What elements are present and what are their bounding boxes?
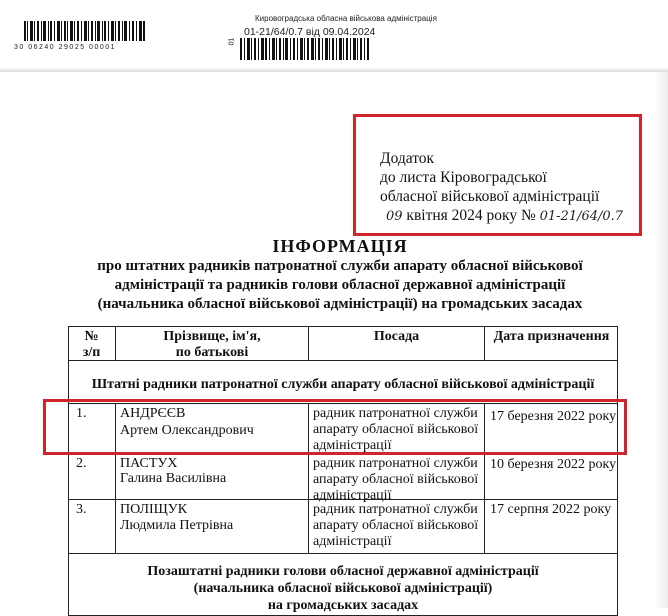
row-2-num: 2. [76,456,87,471]
row-2-position-line-1: радник патронатної служби [313,456,478,471]
section-2-line-3: на громадських засадах [267,598,419,613]
registration-org: Кировоградська обласна військова адміністрація [255,14,437,23]
annex-date-handwritten: 09 [386,209,403,224]
document-title: ІНФОРМАЦІЯ [272,236,408,256]
highlight-annex [353,114,642,236]
annex-line-1: Додаток [380,150,435,167]
row-3-name: Людмила Петрівна [120,518,234,533]
registration-number: 01-21/64/0.7 від 09.04.2024 [244,26,376,38]
annex-date-printed: квітня 2024 року № [406,207,536,224]
row-1-surname: АНДРЄЄВ [120,406,186,421]
highlight-row-1 [43,399,627,455]
row-3-position [313,502,478,550]
row-2-position-line-3: адміністрації [313,488,392,503]
section-freelance-advisors [70,563,616,614]
table-rule [68,553,618,554]
header-num-line-1: № [84,329,99,344]
section-staff-advisors: Штатні радники патронатної служби апарату обласної військової адміністрації [91,377,595,392]
header-num [68,329,115,361]
registration-side-label: 01 [228,37,236,46]
annex-line-3: обласної військової адміністрації [380,188,600,205]
barcode-left-number: 30 06240 29025 00001 [14,44,117,51]
row-1-position-line-3: адміністрації [313,438,392,453]
row-3-position-line-2: апарату обласної військової [313,518,479,533]
header-date: Дата призначення [493,329,610,344]
page-scan-edge [0,68,668,72]
header-name [116,329,308,361]
row-2-position-line-2: апарату обласної військової [313,472,479,487]
row-3-position-line-3: адміністрації [313,534,392,549]
header-name-line-2: по батькові [175,345,249,360]
row-1-date: 17 березня 2022 року [490,409,617,424]
section-2-line-2: (начальника обласної військової адміністрації) [193,581,493,596]
row-3-surname: ПОЛІЩУК [120,502,188,517]
header-num-line-2: з/п [82,345,101,360]
header-name-line-1: Прізвище, ім'я, [163,329,261,344]
row-1-num: 1. [76,406,87,421]
row-1-position-line-2: апарату обласної військової [313,422,479,437]
page-scan-shadow [655,72,668,608]
barcode-registration [240,38,370,60]
row-2-date: 10 березня 2022 року [490,457,617,472]
section-2-line-1: Позаштатні радники голови обласної державної адміністрації [147,564,539,579]
row-2-surname: ПАСТУХ [120,456,178,471]
subtitle-line-3: (начальника обласної військової адміністрації) на громадських засадах [97,296,583,312]
annex-line-2: до листа Кіровоградської [380,169,547,186]
row-1-position-line-1: радник патронатної служби [313,406,478,421]
row-1-name: Артем Олександрович [120,423,254,438]
document-subtitle [40,257,640,314]
row-3-position-line-1: радник патронатної служби [313,502,478,517]
header-position: Посада [373,329,420,344]
annex-number-handwritten: 01-21/64/0.7 [539,209,624,224]
subtitle-line-1: про штатних радників патронатної служби апарату обласної військової [97,258,583,274]
row-2-position [313,456,478,504]
barcode-left [24,21,146,41]
row-3-date: 17 серпня 2022 року [490,502,612,517]
row-3-num: 3. [76,502,87,517]
subtitle-line-2: адміністрації та радників голови обласної державної адміністрації [114,277,566,293]
row-2-name: Галина Василівна [120,471,227,486]
